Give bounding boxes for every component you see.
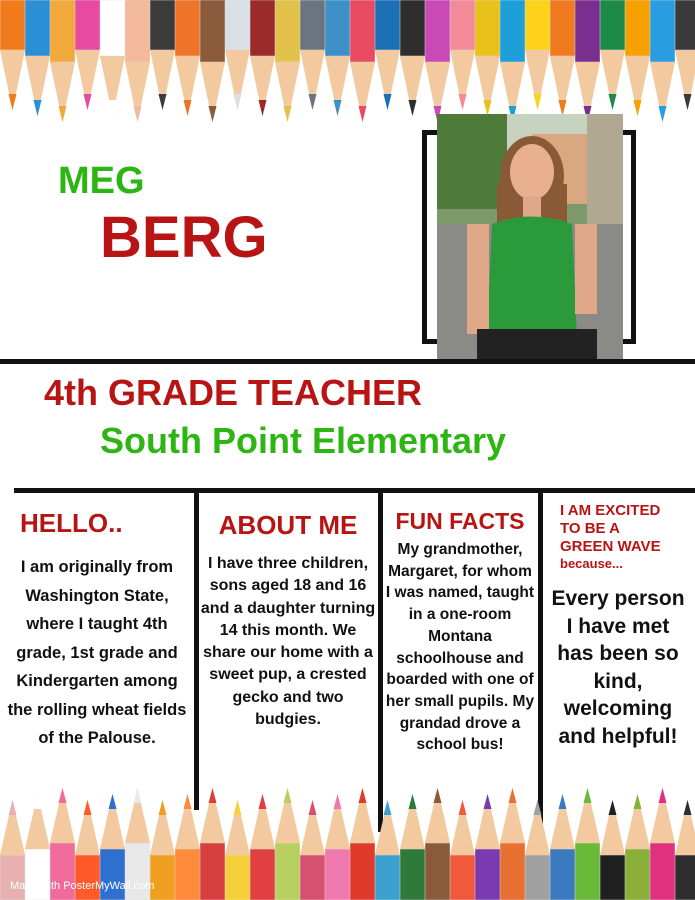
- pencil-icon: [175, 788, 200, 900]
- first-name: MEG: [58, 160, 145, 202]
- section-top-line: [14, 488, 695, 493]
- pencil-icon: [275, 0, 300, 122]
- fun-facts-text: My grandmother, Margaret, for whom I was named, taught in a one-room Montana schoolhouse and boarded with one of her small pupils. My grandad drove a school bus!: [385, 541, 535, 754]
- pencil-icon: [50, 0, 75, 122]
- pencil-icon: [500, 0, 525, 122]
- pencil-icon: [375, 0, 400, 122]
- pencil-icon: [300, 0, 325, 122]
- pencil-icon: [625, 788, 650, 900]
- column-divider: [378, 492, 383, 832]
- hello-section: [4, 508, 190, 753]
- pencil-border-top: [0, 0, 695, 122]
- pencil-icon: [575, 788, 600, 900]
- pencil-icon: [525, 0, 550, 122]
- excited-section: [546, 502, 690, 750]
- pencil-icon: [425, 788, 450, 900]
- pencil-icon: [575, 0, 600, 122]
- about-heading: ABOUT ME: [218, 510, 358, 540]
- pencil-icon: [200, 0, 225, 122]
- pencil-icon: [600, 788, 625, 900]
- pencil-icon: [350, 788, 375, 900]
- role-title: 4th GRADE TEACHER: [44, 372, 423, 413]
- pencil-icon: [350, 0, 375, 122]
- pencil-icon: [100, 0, 125, 122]
- pencil-icon: [525, 788, 550, 900]
- excited-heading-line4: because...: [560, 556, 623, 571]
- pencil-icon: [475, 788, 500, 900]
- pencil-icon: [425, 0, 450, 122]
- excited-heading-line3: GREEN WAVE: [560, 538, 661, 555]
- pencil-icon: [675, 0, 695, 122]
- fun-facts-section: [384, 508, 536, 756]
- pencil-icon: [150, 0, 175, 122]
- school-name: South Point Elementary: [100, 420, 507, 461]
- pencil-icon: [450, 0, 475, 122]
- excited-heading-line1: I AM EXCITED: [560, 502, 661, 519]
- column-divider: [538, 492, 543, 832]
- pencil-icon: [625, 0, 650, 122]
- column-divider: [194, 492, 199, 810]
- teacher-portrait-image: [437, 114, 623, 359]
- pencil-icon: [175, 0, 200, 122]
- pencil-icon: [475, 0, 500, 122]
- pencil-icon: [400, 0, 425, 122]
- last-name: BERG: [100, 205, 268, 270]
- watermark: Made with PosterMyWall.com: [10, 880, 155, 892]
- pencil-icon: [375, 788, 400, 900]
- pencil-icon: [0, 0, 25, 122]
- pencil-icon: [325, 788, 350, 900]
- pencil-icon: [250, 788, 275, 900]
- fun-facts-heading: FUN FACTS: [395, 508, 525, 534]
- pencil-icon: [600, 0, 625, 122]
- pencil-icon: [300, 788, 325, 900]
- pencil-icon: [400, 788, 425, 900]
- pencil-icon: [550, 788, 575, 900]
- pencil-icon: [75, 0, 100, 122]
- pencil-icon: [650, 0, 675, 122]
- pencil-icon: [125, 0, 150, 122]
- excited-text: Every person I have met has been so kind, welcoming and helpful!: [551, 587, 685, 748]
- hello-text: I am originally from Washington State, where I taught 4th grade, 1st grade and Kindergarten among the rolling wheat fields of the Palouse.: [7, 558, 187, 747]
- about-text: I have three children, sons aged 18 and 16 and a daughter turning 14 this month. We share our home with a sweet pup, a crested gecko and two budgies.: [200, 555, 376, 729]
- pencil-icon: [25, 0, 50, 122]
- divider-line: [0, 359, 695, 364]
- about-section: [200, 510, 376, 731]
- pencil-icon: [250, 0, 275, 122]
- pencil-icon: [550, 0, 575, 122]
- teacher-photo: [437, 114, 623, 359]
- pencil-icon: [675, 788, 695, 900]
- pencil-icon: [650, 788, 675, 900]
- pencil-icon: [500, 788, 525, 900]
- pencil-icon: [225, 788, 250, 900]
- pencil-icon: [200, 788, 225, 900]
- pencil-icon: [325, 0, 350, 122]
- hello-heading: HELLO..: [20, 508, 123, 538]
- pencil-icon: [225, 0, 250, 122]
- pencil-icon: [275, 788, 300, 900]
- pencil-icon: [450, 788, 475, 900]
- excited-heading-line2: TO BE A: [560, 520, 621, 537]
